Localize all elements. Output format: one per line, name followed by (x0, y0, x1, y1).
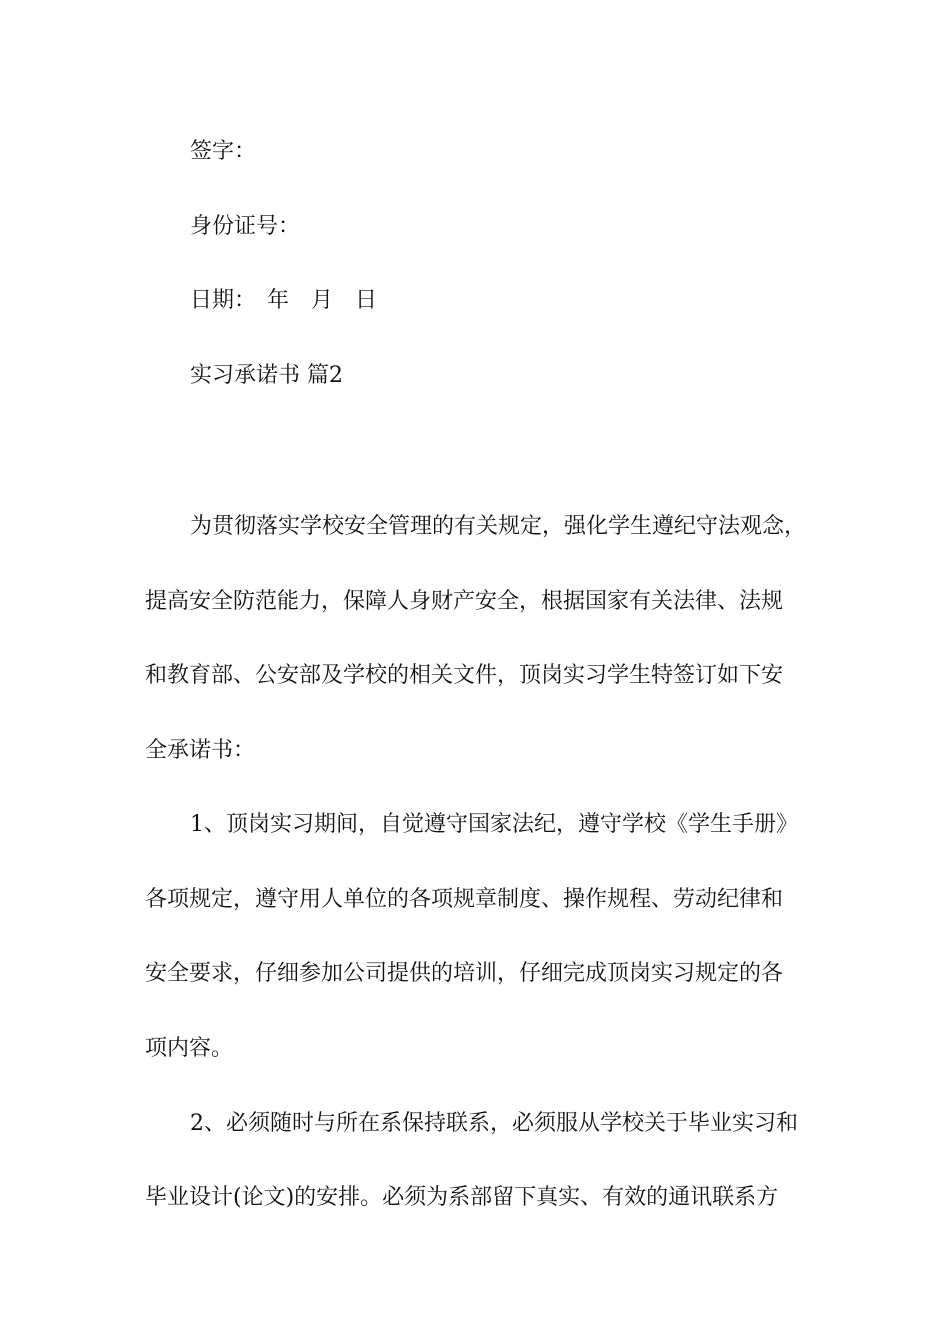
paragraph-line: 2、必须随时与所在系保持联系，必须服从学校关于毕业实习和 (190, 1111, 798, 1136)
id-number-field-label: 身份证号： (190, 214, 301, 239)
signature-field-label: 签字： (190, 139, 257, 164)
paragraph-line: 1、顶岗实习期间，自觉遵守国家法纪，遵守学校《学生手册》 (190, 812, 798, 837)
paragraph-line: 全承诺书： (145, 738, 256, 763)
section-title: 实习承诺书 篇2 (190, 363, 343, 388)
paragraph-line: 安全要求，仔细参加公司提供的培训，仔细完成顶岗实习规定的各 (145, 961, 784, 986)
date-field-label: 日期： 年 月 日 (190, 288, 378, 313)
paragraph-line: 毕业设计(论文)的安排。必须为系部留下真实、有效的通讯联系方 (145, 1185, 779, 1210)
paragraph-line: 和教育部、公安部及学校的相关文件，顶岗实习学生特签订如下安 (145, 663, 784, 688)
paragraph-line: 提高安全防范能力，保障人身财产安全，根据国家有关法律、法规 (145, 589, 784, 614)
paragraph-line: 各项规定，遵守用人单位的各项规章制度、操作规程、劳动纪律和 (145, 887, 784, 912)
paragraph-line: 为贯彻落实学校安全管理的有关规定，强化学生遵纪守法观念， (190, 514, 807, 539)
paragraph-line: 项内容。 (145, 1036, 234, 1061)
